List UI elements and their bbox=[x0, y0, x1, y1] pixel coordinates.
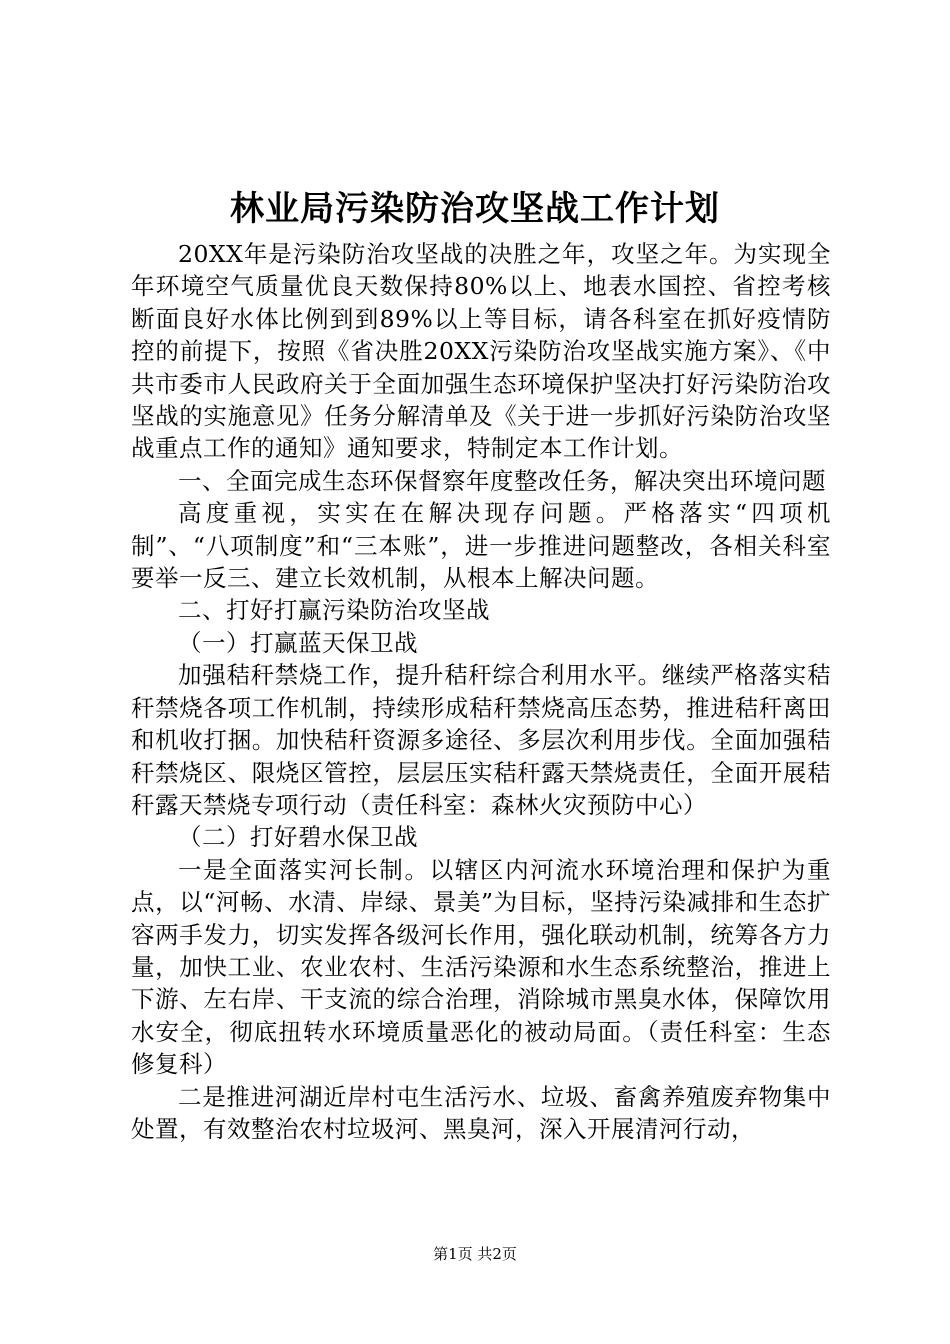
document-body bbox=[131, 238, 831, 1145]
section-1-paragraph: 高度重视，实实在在解决现存问题。严格落实“四项机制”、“八项制度”和“三本账”，进一步推进问题整改，各相关科室要举一反三、建立长效机制，从根本上解决问题。 bbox=[131, 499, 831, 593]
document-title: 林业局污染防治攻坚战工作计划 bbox=[230, 189, 720, 229]
subsection-2-paragraph-1: 一是全面落实河长制。以辖区内河流水环境治理和保护为重点，以“河畅、水清、岸绿、景美”为目标，坚持污染减排和生态扩容两手发力，切实发挥各级河长作用，强化联动机制，统筹各方力量，加快工业、农业农村、生活污染源和水生态系统整治，推进上下游、左右岸、干支流的综合治理，消除城市黑臭水体，保障饮用水安全，彻底扭转水环境质量恶化的被动局面。（责任科室：生态修复科） bbox=[131, 855, 831, 1079]
intro-paragraph: 20XX年是污染防治攻坚战的决胜之年，攻坚之年。为实现全年环境空气质量优良天数保持80%以上、地表水国控、省控考核断面良好水体比例到到89%以上等目标，请各科室在抓好疫情防控的前提下，按照《省决胜20XX污染防治攻坚战实施方案》、《中共市委市人民政府关于全面加强生态环境保护坚决打好污染防治攻坚战的实施意见》任务分解清单及《关于进一步抓好污染防治攻坚战重点工作的通知》通知要求，特制定本工作计划。 bbox=[131, 240, 831, 463]
subsection-heading-1: （一）打赢蓝天保卫战 bbox=[178, 628, 418, 657]
section-heading-2: 二、打好打赢污染防治攻坚战 bbox=[178, 596, 490, 625]
subsection-heading-2: （二）打好碧水保卫战 bbox=[178, 823, 418, 852]
section-heading-1: 一、全面完成生态环保督察年度整改任务，解决突出环境问题 bbox=[178, 466, 826, 495]
subsection-2-paragraph-2: 二是推进河湖近岸村屯生活污水、垃圾、畜禽养殖废弃物集中处置，有效整治农村垃圾河、黑臭河，深入开展清河行动， bbox=[131, 1082, 831, 1143]
page-footer: 第1页 共2页 bbox=[433, 1245, 517, 1263]
subsection-1-paragraph: 加强秸秆禁烧工作，提升秸秆综合利用水平。继续严格落实秸秆禁烧各项工作机制，持续形成秸秆禁烧高压态势，推进秸秆离田和机收打捆。加快秸秆资源多途径、多层次利用步伐。全面加强秸秆禁烧区、限烧区管控，层层压实秸秆露天禁烧责任，全面开展秸秆露天禁烧专项行动（责任科室：森林火灾预防中心） bbox=[131, 661, 831, 819]
